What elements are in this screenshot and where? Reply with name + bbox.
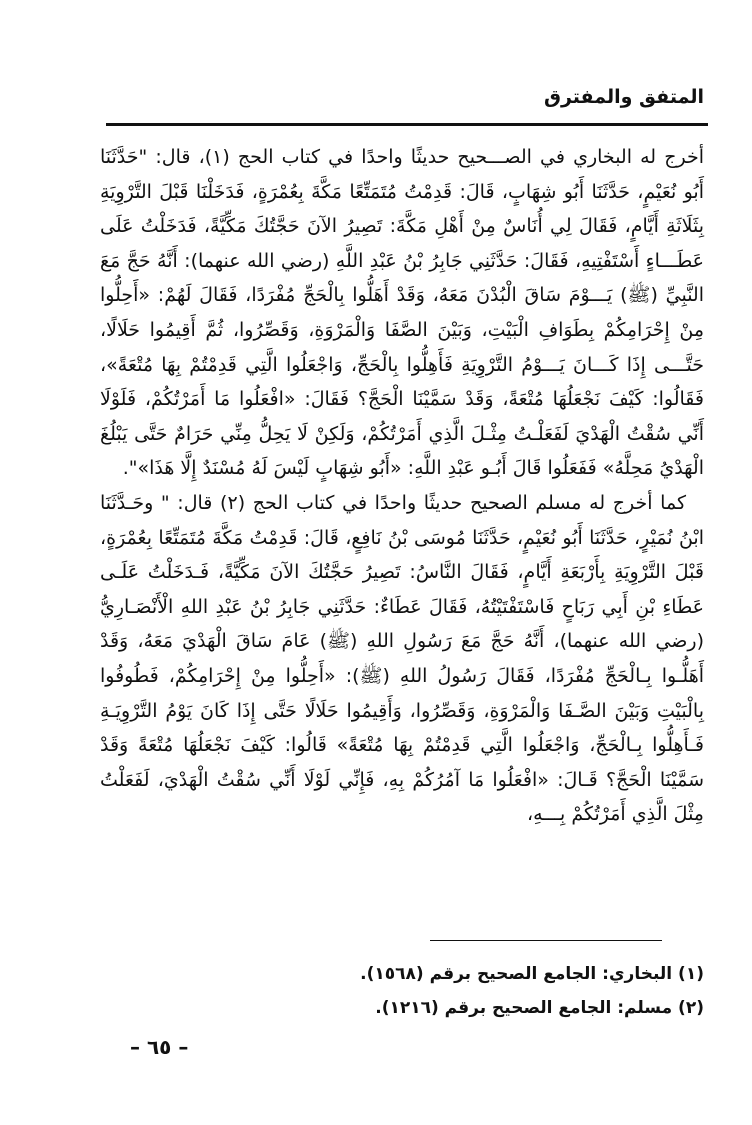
paragraph-muslim: كما أخرج له مسلم الصحيح حديثًا واحدًا في كتاب الحج (٢) قال: " وحَـدَّثَنَا ابْنُ نُمَيْرٍ، حَدَّثَنَا أَبُو نُعَيْمٍ، حَدَّثَنَا مُوسَى بْنُ نَافِعٍ، قَالَ: قَدِمْتُ مَكَّةَ مُتَمَتِّعًا بِعُمْرَةٍ، قَبْلَ التَّرْوِيَةِ بِأَرْبَعَةِ أَيَّامٍ، فَقَالَ النَّاسُ: تَصِيرُ حَجَّتُكَ الآنَ مَكِّيَّةً، فَـدَخَلْتُ عَلَـى عَطَاءِ بْنِ أَبِي رَبَاحٍ فَاسْتَفْتَيْتُهُ، فَقَالَ عَطَاءٌ: حَدَّثَنِي جَابِرُ بْنُ عَبْدِ اللهِ الْأَنْصَـارِيُّ (رضي الله عنهما)، أَنَّهُ حَجَّ مَعَ رَسُولِ اللهِ (ﷺ) عَامَ سَاقَ الْهَدْيَ مَعَهُ، وَقَدْ أَهَلُّـوا بِـالْحَجِّ مُفْرَدًا، فَقَالَ رَسُولُ اللهِ (ﷺ): «أَحِلُّوا مِنْ إِحْرَامِكُمْ، فَطُوفُوا بِالْبَيْتِ وَبَيْنَ الصَّـفَا وَالْمَرْوَةِ، وَقَصِّرُوا، وَأَقِيمُوا حَلَالًا حَتَّى إِذَا كَانَ يَوْمُ التَّرْوِيَـةِ فَـأَهِلُّوا بِـالْحَجِّ، وَاجْعَلُوا الَّتِي قَدِمْتُمْ بِهَا مُتْعَةً» قَالُوا: كَيْفَ نَجْعَلُهَا مُتْعَةً وَقَدْ سَمَّيْنَا الْحَجَّ؟ قَـالَ: «افْعَلُوا مَا آمُرُكُمْ بِهِ، فَإِنِّي لَوْلَا أَنِّي سُقْتُ الْهَدْيَ، لَفَعَلْتُ مِثْلَ الَّذِي أَمَرْتُكُمْ بِـــهِ، [100, 491, 704, 826]
header-rule [106, 123, 708, 126]
footnote-2: (٢) مسلم: الجامع الصحيح برقم (١٢١٦). [375, 998, 704, 1018]
footnote-1: (١) البخاري: الجامع الصحيح برقم (١٥٦٨). [360, 964, 704, 984]
body-text [100, 140, 704, 832]
page-number: – ٦٥ – [130, 1035, 189, 1059]
footnote-separator [430, 940, 662, 941]
running-header-title: المتفق والمفترق [544, 86, 704, 108]
paragraph-bukhari: أخرج له البخاري في الصـــحيح حديثًا واحدًا في كتاب الحج (١)، قال: "حَدَّثَنَا أَبُو نُعَيْمٍ، حَدَّثَنَا أَبُو شِهَابٍ، قَالَ: قَدِمْتُ مُتَمَتِّعًا مَكَّةَ بِعُمْرَةٍ، فَدَخَلْنَا قَبْلَ التَّرْوِيَةِ بِثَلَاثَةِ أَيَّامٍ، فَقَالَ لِي أُنَاسٌ مِنْ أَهْلِ مَكَّةَ: تَصِيرُ الآنَ حَجَّتُكَ مَكِّيَّةً، فَدَخَلْتُ عَلَى عَطَـــاءٍ أَسْتَفْتِيهِ، فَقَالَ: حَدَّثَنِي جَابِرُ بْنُ عَبْدِ اللَّهِ (رضي الله عنهما): أَنَّهُ حَجَّ مَعَ النَّبِيِّ (ﷺ) يَـــوْمَ سَاقَ الْبُدْنَ مَعَهُ، وَقَدْ أَهَلُّوا بِالْحَجِّ مُفْرَدًا، فَقَالَ لَهُمْ: «أَحِلُّوا مِنْ إِحْرَامِكُمْ بِطَوَافِ الْبَيْتِ، وَبَيْنَ الصَّفَا وَالْمَرْوَةِ، وَقَصِّرُوا، ثُمَّ أَقِيمُوا حَلَالًا، حَتَّـــى إِذَا كَـــانَ يَـــوْمُ التَّرْوِيَةِ فَأَهِلُّوا بِالْحَجِّ، وَاجْعَلُوا الَّتِي قَدِمْتُمْ بِهَا مُتْعَةً»، فَقَالُوا: كَيْفَ نَجْعَلُهَا مُتْعَةً، وَقَدْ سَمَّيْنَا الْحَجَّ؟ فَقَالَ: «افْعَلُوا مَا أَمَرْتُكُمْ، فَلَوْلَا أَنِّي سُقْتُ الْهَدْيَ لَفَعَلْـتُ مِثْـلَ الَّذِي أَمَرْتُكُمْ، وَلَكِنْ لَا يَحِلُّ مِنِّي حَرَامٌ حَتَّى يَبْلُغَ الْهَدْيُ مَحِلَّهُ» فَفَعَلُوا قَالَ أَبُـو عَبْدِ اللَّهِ: «أَبُو شِهَابٍ لَيْسَ لَهُ مُسْنَدٌ إِلَّا هَذَا»". [100, 146, 704, 480]
footnotes [360, 957, 704, 1025]
